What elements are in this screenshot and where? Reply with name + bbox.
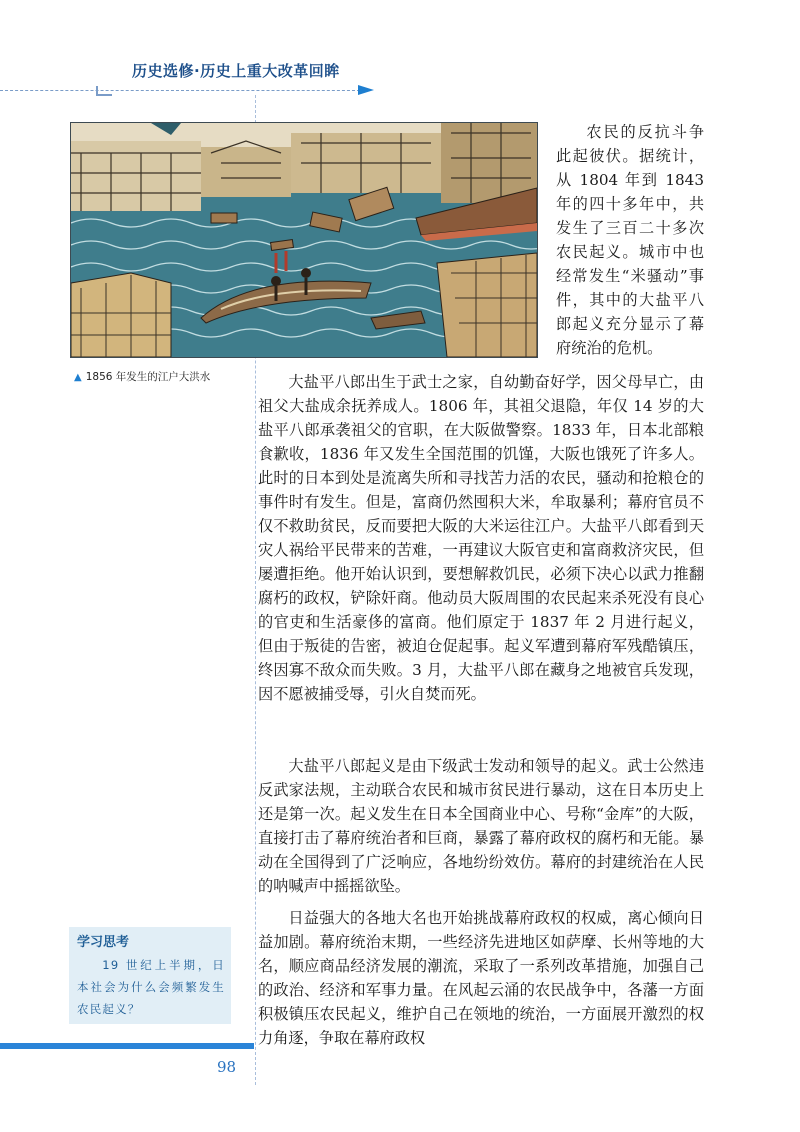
book-series-title: 历史选修·历史上重大改革回眸 [132,62,340,80]
footer-accent-bar [0,1043,254,1049]
study-question-text: 19 世纪上半期，日本社会为什么会频繁发生农民起义？ [77,958,225,1016]
figure-caption [74,369,210,384]
paragraph-oshio-heihachiro-bio: 大盐平八郎出生于武士之家，自幼勤奋好学，因父母早亡，由祖父大盐成余抚养成人。1806 年，其祖父退隐，年仅 14 岁的大盐平八郎承袭祖父的官职，在大阪做警察。1833 年，日本北部粮食歉收，1836 年又发生全国范围的饥馑，大阪也饿死了许多人。此时的日本到处是流离失所和寻找苦力活的农民，骚动和抢粮仓的事件时有发生。但是，富商仍然囤积大米，牟取暴利；幕府官员不仅不救助贫民，反而要把大阪的大米运往江户。大盐平八郎看到天灾人祸给平民带来的苦难，一再建议大阪官吏和富商救济灾民，但屡遭拒绝。他开始认识到，要想解救饥民，必须下决心以武力推翻腐朽的政权，铲除奸商。他动员大阪周围的农民起来杀死没有良心的官吏和生活豪侈的富商。他们原定于 1837 年 2 月进行起义，但由于叛徒的告密，被迫仓促起事。起义军遭到幕府军残酷镇压，终因寡不敌众而失败。3 月，大盐平八郎在藏身之地被官兵发现，因不愿被捕受辱，引火自焚而死。 [258,373,704,703]
paragraph-uprising-significance: 大盐平八郎起义是由下级武士发动和领导的起义。武士公然违反武家法规，主动联合农民和城市贫民进行暴动，这在日本历史上还是第一次。起义发生在日本全国商业中心、号称“金库”的大阪，直接打击了幕府统治者和巨商，暴露了幕府政权的腐朽和无能。暴动在全国得到了广泛响应，各地纷纷效仿。幕府的封建统治在人民的呐喊声中摇摇欲坠。 [258,757,704,895]
arrow-right-icon [358,85,374,95]
study-question-box [69,927,231,1024]
paragraph-daimyo-challenge: 日益强大的各地大名也开始挑战幕府政权的权威，离心倾向日益加剧。幕府统治末期，一些经济先进地区如萨摩、长州等地的大名，顺应商品经济发展的潮流，采取了一系列改革措施，加强自己的政治、经济和军事力量。在风起云涌的农民战争中，各藩一方面积极镇压农民起义，维护自己在领地的统治，一方面展开激烈的权力角逐，争取在幕府政权 [258,909,704,1047]
triangle-marker-icon: ▲ [74,372,82,383]
caption-text: 1856 年发生的江户大洪水 [85,371,211,383]
page-number: 98 [217,1058,237,1076]
study-question-title: 学习思考 [77,935,130,950]
header-corner-mark [96,86,112,96]
paragraph-peasant-uprisings: 农民的反抗斗争此起彼伏。据统计，从 1804 年到 1843 年的四十多年中，共发生了三百二十多次农民起义。城市中也经常发生“米骚动”事件，其中的大盐平八郎起义充分显示了幕府统治的危机。 [556,123,704,357]
edo-flood-woodblock-print [70,122,538,358]
header-divider [0,90,360,91]
